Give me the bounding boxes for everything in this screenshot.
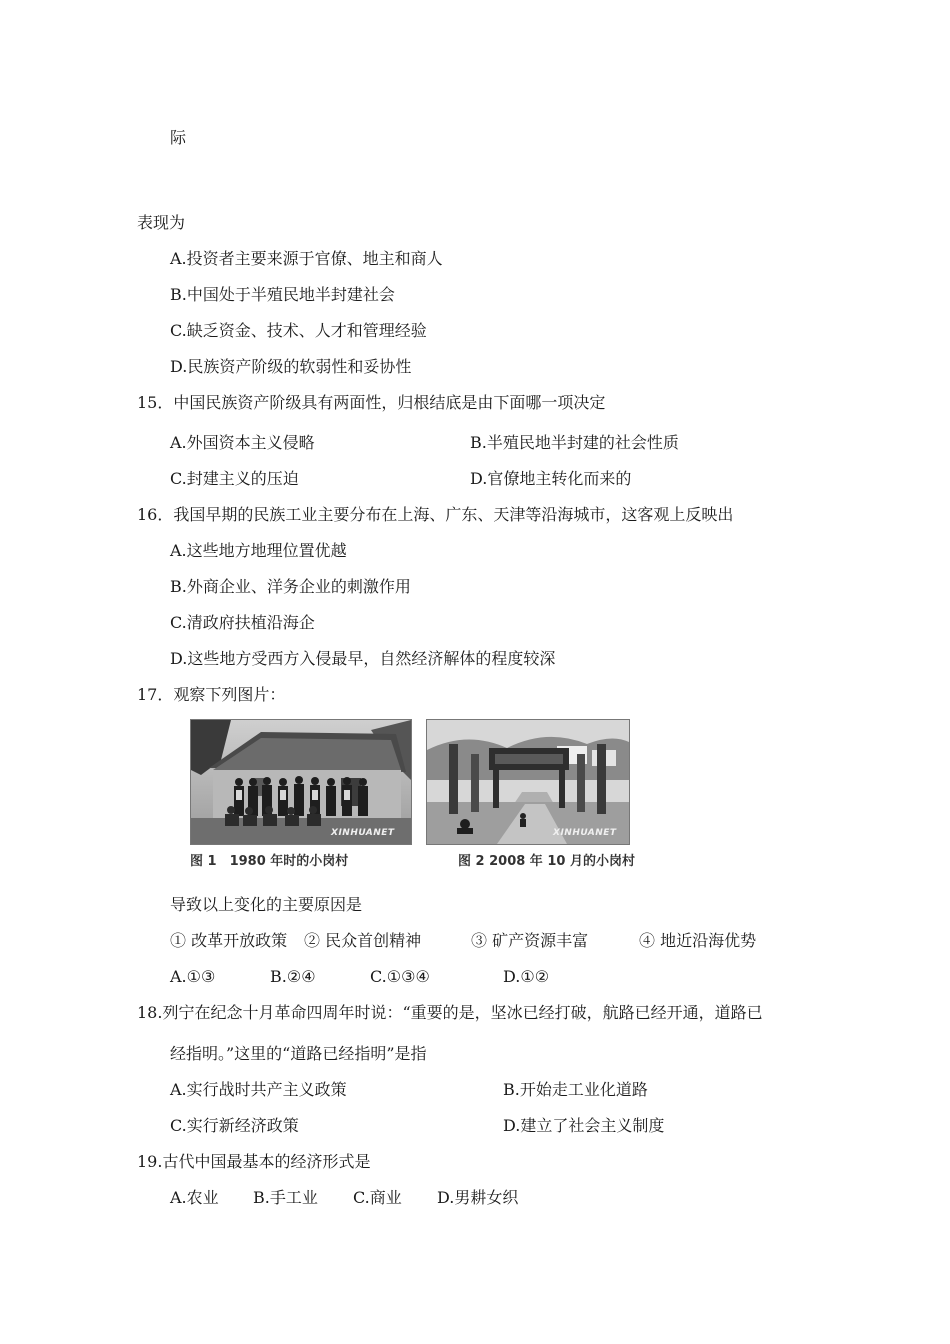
q19-option-d: D.男耕女织: [437, 1188, 519, 1207]
q17-item-2: ② 民众首创精神: [304, 931, 422, 950]
q17-option-a: A.①③: [170, 967, 216, 986]
q14-option-b: B.中国处于半殖民地半封建社会: [170, 285, 395, 304]
q19-option-a: A.农业: [170, 1188, 219, 1207]
q17-option-b: B.②④: [270, 967, 316, 986]
q16-option-a: A.这些地方地理位置优越: [170, 541, 347, 560]
figure-1-watermark: XINHUANET: [331, 828, 395, 838]
q18-stem-line-1: 18.列宁在纪念十月革命四周年时说：“重要的是，坚冰已经打破，航路已经开通，道路已: [137, 1003, 763, 1022]
q15-option-d: D.官僚地主转化而来的: [470, 469, 632, 488]
q17-option-d: D.①②: [503, 967, 550, 986]
q16-option-d: D.这些地方受西方入侵最早，自然经济解体的程度较深: [170, 649, 556, 668]
fragment-text-continued: 表现为: [137, 213, 186, 232]
q17-item-3: ③ 矿产资源丰富: [471, 931, 589, 950]
q15-option-a: A.外国资本主义侵略: [170, 433, 315, 452]
q18-option-c: C.实行新经济政策: [170, 1116, 299, 1135]
q14-option-a: A.投资者主要来源于官僚、地主和商人: [170, 249, 443, 268]
q14-option-d: D.民族资产阶级的软弱性和妥协性: [170, 357, 412, 376]
q18-option-d: D.建立了社会主义制度: [503, 1116, 665, 1135]
q15-option-c: C.封建主义的压迫: [170, 469, 299, 488]
q15-stem: 15．中国民族资产阶级具有两面性，归根结底是由下面哪一项决定: [137, 393, 606, 412]
figure-1-photo: [190, 719, 412, 845]
q18-option-a: A.实行战时共产主义政策: [170, 1080, 347, 1099]
q15-option-b: B.半殖民地半封建的社会性质: [470, 433, 679, 452]
figure-2-watermark: XINHUANET: [553, 828, 617, 838]
q19-option-b: B.手工业: [253, 1188, 318, 1207]
q16-stem: 16．我国早期的民族工业主要分布在上海、广东、天津等沿海城市，这客观上反映出: [137, 505, 734, 524]
q14-option-c: C.缺乏资金、技术、人才和管理经验: [170, 321, 427, 340]
village-2008-illustration: [427, 720, 629, 844]
figure-1-caption: 图 1 1980 年时的小岗村: [190, 854, 349, 869]
village-1980-illustration: [191, 720, 411, 844]
q17-stem: 17．观察下列图片：: [137, 685, 286, 704]
q16-option-c: C.清政府扶植沿海企: [170, 613, 315, 632]
q17-item-4: ④ 地近沿海优势: [639, 931, 757, 950]
q17-item-1: ① 改革开放政策: [170, 931, 288, 950]
q16-option-b: B.外商企业、洋务企业的刺激作用: [170, 577, 411, 596]
q18-option-b: B.开始走工业化道路: [503, 1080, 648, 1099]
q19-stem: 19.古代中国最基本的经济形式是: [137, 1152, 371, 1171]
figure-2-caption: 图 2 2008 年 10 月的小岗村: [458, 854, 635, 869]
fragment-text: 际: [170, 128, 187, 147]
q17-option-c: C.①③④: [370, 967, 430, 986]
figure-2-photo: [426, 719, 630, 845]
q19-option-c: C.商业: [353, 1188, 402, 1207]
q17-question: 导致以上变化的主要原因是: [170, 895, 363, 914]
q18-stem-line-2: 经指明。”这里的“道路已经指明”是指: [170, 1044, 427, 1063]
